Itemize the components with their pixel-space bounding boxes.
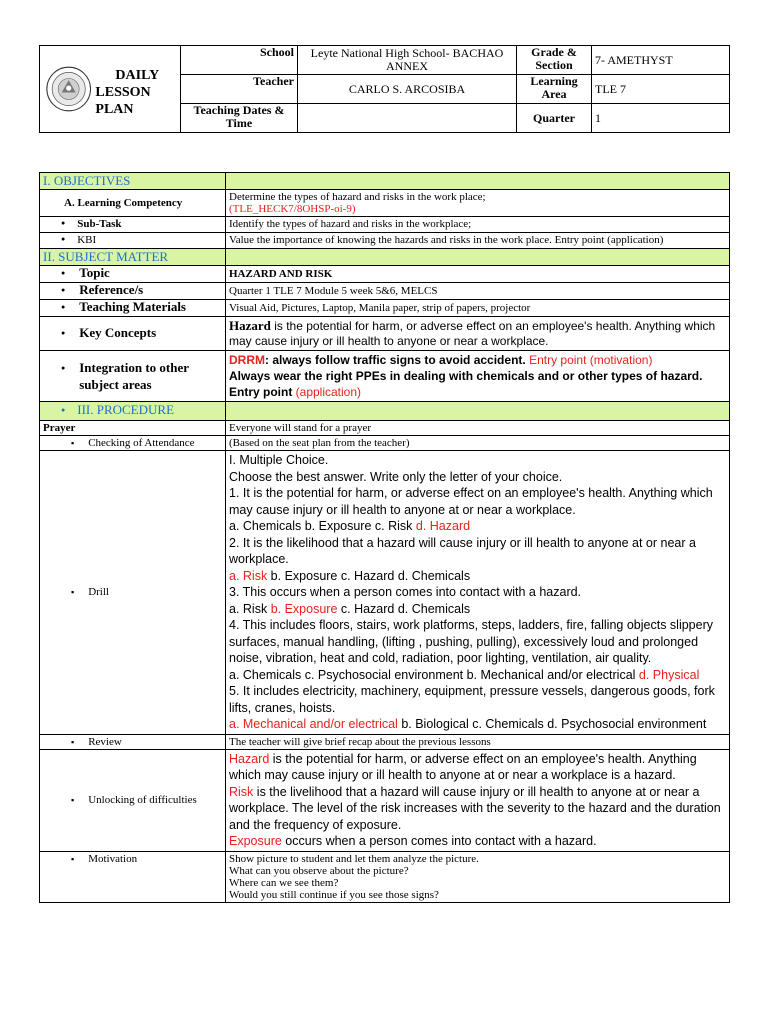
- choice-text: b. Biological c. Chemicals d. Psychosocial environment: [397, 717, 707, 731]
- grade-label: Grade & Section: [517, 46, 592, 75]
- title-daily: DAILY: [115, 67, 160, 83]
- bullet-icon: [43, 402, 77, 417]
- integration-text2: Always wear the right PPEs in dealing with chemicals and or other types of hazard. Entry point: [229, 369, 703, 399]
- drill-question: 3. This occurs when a person comes into contact with a hazard.: [229, 585, 582, 599]
- motivation-label: Motivation: [88, 852, 138, 865]
- correct-answer: b. Exposure: [270, 601, 338, 616]
- materials-value: Visual Aid, Pictures, Laptop, Manila paper, strip of papers, projector: [226, 300, 730, 317]
- concepts-row-label: [40, 317, 226, 351]
- bullet-icon: [43, 234, 77, 246]
- drill-label: Drill: [88, 586, 109, 599]
- concepts-value: [226, 317, 730, 351]
- refs-value: Quarter 1 TLE 7 Module 5 week 5&6, MELCS: [226, 283, 730, 300]
- definition: is the potential for harm, or adverse effect on an employee's health. Anything which may cause injury or ill health to anyone at or near a workplace is a hazard.: [229, 751, 697, 782]
- teacher-label: Teacher: [181, 75, 298, 104]
- motivation-content: [226, 851, 730, 902]
- term: Exposure: [229, 834, 282, 848]
- subtask-row-label: [40, 217, 226, 233]
- prayer-label: Prayer: [40, 421, 226, 436]
- procedure-heading: III. PROCEDURE: [77, 402, 175, 417]
- drill-question: 2. It is the likelihood that a hazard will cause injury or ill health to anyone at or near a workplace.: [229, 535, 696, 566]
- title-cell: [40, 46, 181, 133]
- unlocking-label: Unlocking of difficulties: [88, 794, 197, 806]
- integration-drrm: DRRM: [229, 353, 265, 367]
- concepts-term: Hazard: [229, 318, 271, 333]
- competency-value: [226, 190, 730, 217]
- square-bullet-icon: [43, 736, 88, 748]
- objectives-heading-fill: [226, 173, 730, 190]
- attendance-label: Checking of Attendance: [88, 437, 195, 449]
- school-value: Leyte National High School- BACHAO ANNEX: [298, 46, 517, 75]
- dates-value: [298, 104, 517, 133]
- lesson-plan-table: [39, 172, 730, 903]
- choice-text: a. Risk: [229, 601, 271, 616]
- kbi-row-label: [40, 233, 226, 249]
- school-label: School: [181, 46, 298, 75]
- bullet-icon: [43, 325, 79, 340]
- subtask-label: Sub-Task: [77, 218, 122, 230]
- refs-label: Reference/s: [79, 282, 144, 297]
- drill-choices: [229, 667, 726, 684]
- drill-choices: [229, 568, 726, 585]
- kbi-label: KBI: [77, 234, 97, 246]
- prayer-value: Everyone will stand for a prayer: [226, 421, 730, 436]
- motivation-line: Would you still continue if you see those signs?: [229, 888, 439, 901]
- definition: occurs when a person comes into contact with a hazard.: [281, 834, 597, 848]
- bullet-icon: [43, 359, 79, 393]
- term: Hazard: [229, 751, 270, 766]
- subject-heading-fill: [226, 249, 730, 266]
- drill-content: [226, 451, 730, 735]
- motivation-line: Where can we see them?: [229, 876, 339, 889]
- motivation-line: What can you observe about the picture?: [229, 864, 409, 877]
- concepts-label: Key Concepts: [79, 324, 157, 340]
- motivation-line: Show picture to student and let them analyze the picture.: [229, 852, 479, 865]
- choice-text: a. Chemicals c. Psychosocial environment b. Mechanical and/or electrical: [229, 667, 639, 682]
- grade-value: 7- AMETHYST: [592, 46, 730, 75]
- materials-row-label: [40, 300, 226, 317]
- square-bullet-icon: [43, 853, 88, 865]
- choice-text: a. Chemicals b. Exposure c. Risk: [229, 519, 416, 533]
- integration-entry2: (application): [292, 385, 362, 399]
- competency-text: Determine the types of hazard and risks in the work place;: [229, 191, 486, 203]
- drill-question: 4. This includes floors, stairs, work platforms, steps, ladders, fire, falling objects slippery surfaces, manual handling, (lifting , pushing, pulling), excessively loud and prolonged noise, vibration, heat and cold, radiation, poor lighting, ventilation, air quality.: [229, 618, 713, 665]
- square-bullet-icon: [43, 437, 88, 449]
- integration-label: Integration to other subject areas: [79, 360, 189, 392]
- definition: is the livelihood that a hazard will cause injury or ill health to anyone at or near a workplace. The level of the risk increases with the severity to the hazard and the duration and the frequency of exposure.: [229, 784, 721, 832]
- integration-row-label: [40, 351, 226, 402]
- unlocking-item: [229, 784, 726, 834]
- unlocking-row-label: [40, 749, 226, 851]
- topic-label: Topic: [79, 265, 110, 280]
- bullet-icon: [43, 299, 79, 314]
- correct-answer: d. Physical: [638, 667, 700, 682]
- drill-question: 5. It includes electricity, machinery, equipment, pressure vessels, dangerous goods, fork lifts, cranes, hoists.: [229, 684, 715, 715]
- bullet-icon: [43, 218, 77, 230]
- integration-value: [226, 351, 730, 402]
- attendance-value: (Based on the seat plan from the teacher): [226, 436, 730, 451]
- competency-label: A. Learning Competency: [40, 190, 226, 217]
- quarter-value: 1: [592, 104, 730, 133]
- teacher-value: CARLO S. ARCOSIBA: [298, 75, 517, 104]
- unlocking-content: [226, 749, 730, 851]
- drill-line: I. Multiple Choice.: [229, 453, 329, 467]
- integration-text1: : always follow traffic signs to avoid accident.: [265, 353, 526, 367]
- integration-entry1: Entry point (motivation): [525, 353, 653, 367]
- bullet-icon: [43, 282, 79, 297]
- refs-row-label: [40, 283, 226, 300]
- concepts-definition: is the potential for harm, or adverse effect on an employee's health. Anything which may cause injury or ill health to anyone or near a workplace.: [229, 319, 716, 348]
- materials-label: Teaching Materials: [79, 299, 186, 314]
- unlocking-item: [229, 833, 726, 850]
- drill-question: 1. It is the potential for harm, or adverse effect on an employee's health. Anything which may cause injury or ill health to anyone at or near a workplace.: [229, 486, 713, 517]
- drill-choices: [229, 716, 726, 733]
- review-value: The teacher will give brief recap about the previous lessons: [226, 734, 730, 749]
- unlocking-item: [229, 751, 726, 784]
- title-lesson-plan: LESSON PLAN: [95, 84, 151, 117]
- subtask-value: Identify the types of hazard and risks in the workplace;: [226, 217, 730, 233]
- term: Risk: [229, 784, 254, 799]
- square-bullet-icon: [43, 586, 88, 598]
- procedure-heading-fill: [226, 402, 730, 421]
- deped-seal-icon: [46, 63, 91, 115]
- dates-label: Teaching Dates & Time: [181, 104, 298, 133]
- procedure-heading-cell: [40, 402, 226, 421]
- topic-row-label: [40, 266, 226, 283]
- drill-choices: [229, 601, 726, 618]
- correct-answer: a. Mechanical and/or electrical: [229, 717, 398, 731]
- competency-code: (TLE_HECK7/8OHSP-oi-9): [229, 203, 356, 215]
- motivation-row-label: [40, 851, 226, 902]
- review-label: Review: [88, 735, 122, 748]
- header-table: [39, 45, 730, 133]
- area-value: TLE 7: [592, 75, 730, 104]
- kbi-value: Value the importance of knowing the hazards and risks in the work place. Entry point (application): [226, 233, 730, 249]
- drill-row-label: [40, 451, 226, 735]
- subject-matter-heading: II. SUBJECT MATTER: [40, 249, 226, 266]
- objectives-heading: I. OBJECTIVES: [40, 173, 226, 190]
- quarter-label: Quarter: [517, 104, 592, 133]
- square-bullet-icon: [43, 794, 88, 806]
- drill-choices: [229, 518, 726, 535]
- drill-line: Choose the best answer. Write only the letter of your choice.: [229, 469, 563, 484]
- correct-answer: a. Risk: [229, 568, 268, 583]
- area-label: Learning Area: [517, 75, 592, 104]
- choice-text: c. Hazard d. Chemicals: [337, 601, 471, 616]
- review-row-label: [40, 734, 226, 749]
- attendance-row-label: [40, 436, 226, 451]
- correct-answer: d. Hazard: [415, 519, 471, 533]
- choice-text: b. Exposure c. Hazard d. Chemicals: [267, 568, 471, 583]
- bullet-icon: [43, 265, 79, 280]
- topic-value: HAZARD AND RISK: [226, 266, 730, 283]
